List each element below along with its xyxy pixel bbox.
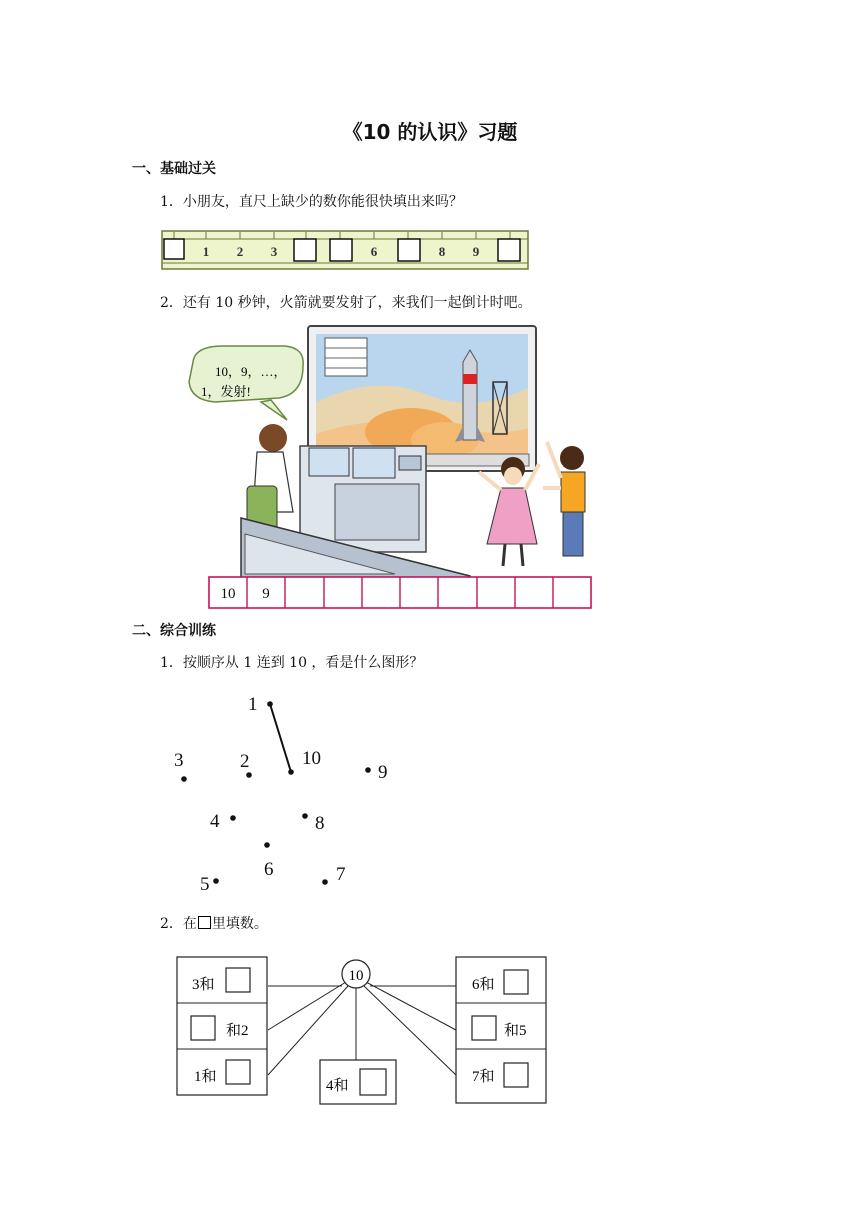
left-item-2: 和2 (226, 1023, 249, 1039)
ruler-blank-7 (398, 239, 420, 261)
dot-9 (365, 767, 371, 773)
ruler-number: 3 (270, 244, 278, 259)
question-ruler: 1．小朋友，直尺上缺少的数你能很快填出来吗？ (160, 194, 463, 210)
ruler-figure (160, 228, 532, 272)
dot-3 (181, 776, 187, 782)
rocket-launch-illustration (175, 322, 595, 580)
speech-line-2: 1，发射! (201, 384, 251, 399)
question-fill-boxes (160, 913, 268, 933)
right-item-3: 7和 (472, 1069, 495, 1085)
dot-label: 4 (210, 811, 220, 832)
dot-label: 9 (378, 762, 388, 783)
ruler-blank-4 (294, 239, 316, 261)
right-item-2: 和5 (504, 1023, 527, 1039)
section-heading-comprehensive: 二、综合训练 (132, 623, 216, 639)
ruler-number: 2 (236, 244, 244, 259)
ruler-number: 6 (370, 244, 378, 259)
countdown-cell: 10 (220, 586, 236, 602)
dot-label: 7 (336, 864, 346, 885)
ruler-number: 9 (472, 244, 480, 259)
left-item-3: 1和 (194, 1069, 217, 1085)
speech-line-1: 10，9，…， (215, 364, 287, 379)
dot-label: 5 (200, 874, 210, 895)
blank-box-icon (198, 916, 211, 929)
question-fill-prefix: 2．在 (160, 916, 197, 932)
page-title: 《10 的认识》习题 (342, 120, 518, 144)
dot-label: 1 (248, 694, 258, 715)
ruler-number: 1 (202, 244, 210, 259)
bottom-item: 4和 (326, 1078, 349, 1094)
ruler-blank-5 (330, 239, 352, 261)
dot-4 (230, 815, 236, 821)
right-item-1: 6和 (472, 977, 495, 993)
dot-to-dot-puzzle (160, 682, 420, 902)
center-number: 10 (348, 968, 364, 984)
ruler-blank-10 (498, 239, 520, 261)
dot-7 (322, 879, 328, 885)
dot-10 (288, 769, 294, 775)
dot-1 (267, 701, 273, 707)
question-connect-dots: 1．按顺序从 1 连到 10 ，看是什么图形？ (160, 655, 424, 671)
dot-label: 2 (240, 751, 250, 772)
dot-label: 6 (264, 859, 274, 880)
dot-label: 3 (174, 750, 184, 771)
dot-2 (246, 772, 252, 778)
section-heading-basic: 一、基础过关 (132, 161, 216, 177)
dot-8 (302, 813, 308, 819)
left-item-1: 3和 (192, 977, 215, 993)
countdown-cell: 9 (262, 586, 270, 602)
ruler-number: 8 (438, 244, 446, 259)
dot-label: 8 (315, 813, 325, 834)
dot-5 (213, 878, 219, 884)
number-decomposition-diagram (170, 950, 556, 1110)
dot-label: 10 (302, 748, 321, 769)
question-fill-suffix: 里填数。 (211, 916, 268, 932)
ruler-blank-0 (164, 239, 184, 259)
question-countdown: 2．还有 10 秒钟，火箭就要发射了，来我们一起倒计时吧。 (160, 295, 532, 311)
dot-6 (264, 842, 270, 848)
countdown-grid (208, 576, 594, 610)
